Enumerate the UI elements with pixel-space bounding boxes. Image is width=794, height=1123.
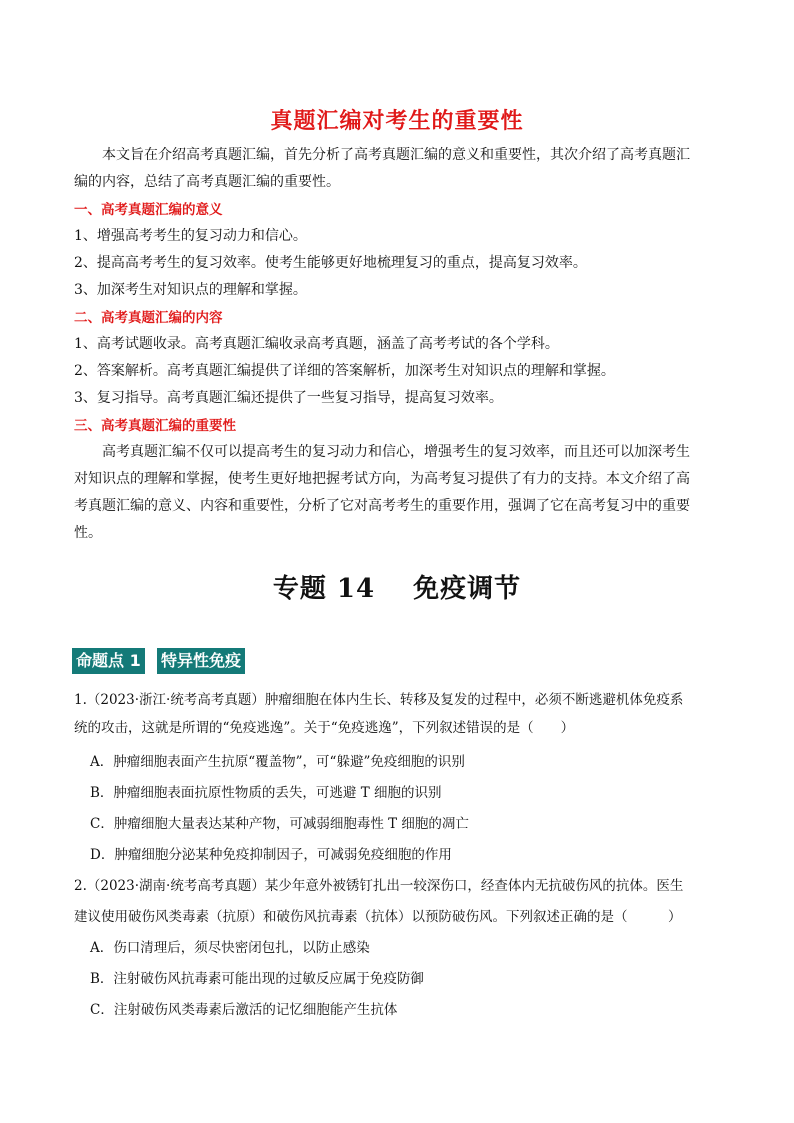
section2-item: 1、高考试题收录。高考真题汇编收录高考真题，涵盖了高考考试的各个学科。 [74,336,559,352]
question-2-stem-line: 2.（2023·湖南·统考高考真题）某少年意外被锈钉扎出一较深伤口，经查体内无抗破伤风的抗体。医生 [74,878,684,894]
section2-item: 2、答案解析。高考真题汇编提供了详细的答案解析，加深考生对知识点的理解和掌握。 [74,363,615,379]
intro-line-2: 编的内容，总结了高考真题汇编的重要性。 [74,174,340,190]
section3-para-line: 对知识点的理解和掌握，使考生更好地把握考试方向，为高考复习提供了有力的支持。本文介绍了高 [74,471,690,487]
section2-item: 3、复习指导。高考真题汇编还提供了一些复习指导，提高复习效率。 [74,390,503,406]
section1-item: 1、增强高考考生的复习动力和信心。 [74,228,307,244]
section1-item: 2、提高高考考生的复习效率。使考生能够更好地梳理复习的重点，提高复习效率。 [74,255,587,271]
question-2-option-b: B．注射破伤风抗毒素可能出现的过敏反应属于免疫防御 [90,971,424,987]
section1-heading: 一、高考真题汇编的意义 [74,202,223,218]
section3-para-line: 性。 [74,525,102,541]
question-1-option-a: A．肿瘤细胞表面产生抗原“覆盖物”，可“躲避”免疫细胞的识别 [90,754,465,770]
point-label-badge: 命题点 1 [72,648,145,674]
point-name-badge: 特异性免疫 [157,648,245,674]
question-2-option-c: C．注射破伤风类毒素后激活的记忆细胞能产生抗体 [90,1002,398,1018]
question-2-option-a: A．伤口清理后，须尽快密闭包扎，以防止感染 [90,940,370,956]
topic-title [0,568,794,605]
document-title: 真题汇编对考生的重要性 [270,109,524,134]
question-1-stem-line: 统的攻击，这就是所谓的“免疫逃逸”。关于“免疫逃逸”，下列叙述错误的是（ ） [74,720,575,736]
intro-line-1: 本文旨在介绍高考真题汇编，首先分析了高考真题汇编的意义和重要性，其次介绍了高考真题汇 [102,147,690,163]
question-2-stem-line: 建议使用破伤风类毒素（抗原）和破伤风抗毒素（抗体）以预防破伤风。下列叙述正确的是（ ） [74,909,682,925]
question-1-option-b: B．肿瘤细胞表面抗原性物质的丢失，可逃避 T 细胞的识别 [90,785,442,801]
topic-name: 免疫调节 [413,574,522,604]
section3-heading: 三、高考真题汇编的重要性 [74,418,236,434]
section1-item: 3、加深考生对知识点的理解和掌握。 [74,282,307,298]
section3-para-line: 高考真题汇编不仅可以提高考生的复习动力和信心，增强考生的复习效率，而且还可以加深考生 [102,444,690,460]
question-1-stem-line: 1.（2023·浙江·统考高考真题）肿瘤细胞在体内生长、转移及复发的过程中，必须不断逃避机体免疫系 [74,692,684,708]
question-1-option-d: D．肿瘤细胞分泌某种免疫抑制因子，可减弱免疫细胞的作用 [90,847,452,863]
section3-para-line: 考真题汇编的意义、内容和重要性，分析了它对高考考生的重要作用，强调了它在高考复习中的重要 [74,498,690,514]
topic-label: 专题 14 [272,574,376,604]
question-1-option-c: C．肿瘤细胞大量表达某种产物，可减弱细胞毒性 T 细胞的凋亡 [90,816,469,832]
section2-heading: 二、高考真题汇编的内容 [74,310,223,326]
